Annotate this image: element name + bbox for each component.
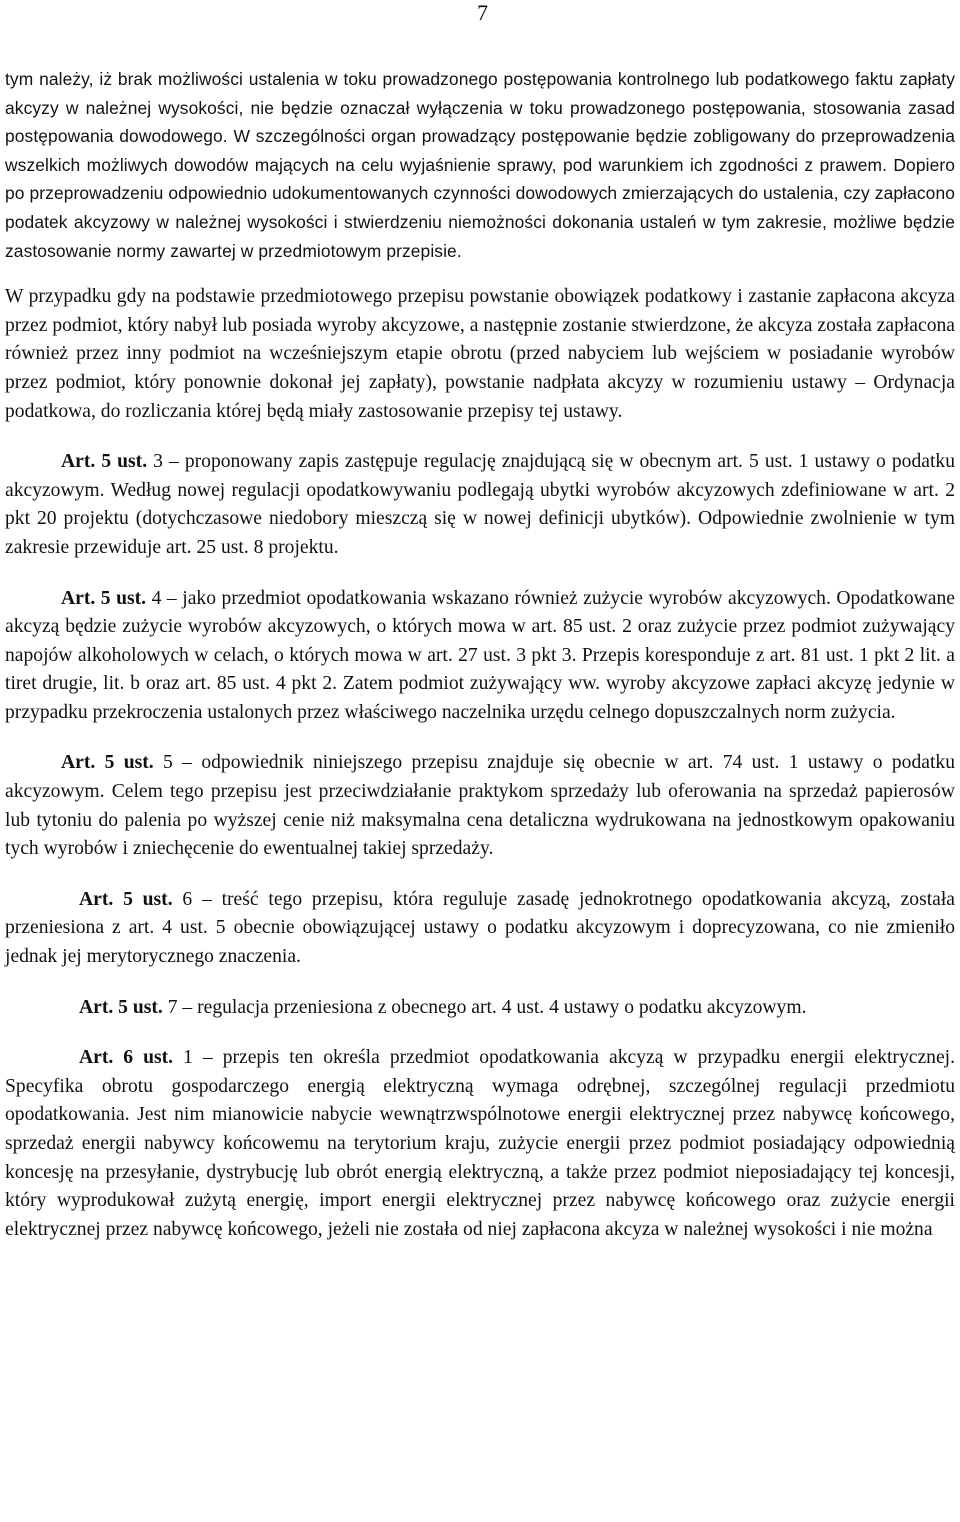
article-reference: Art. 5 ust.	[79, 996, 163, 1018]
paragraph-text: 3 – proponowany zapis zastępuje regulację znajdującą się w obecnym art. 5 ust. 1 ustawy o podatku akcyzowym. Według nowej regulacji opodatkowywaniu podlegają ubytki wyrobów akcyzowych zdefiniowane w art. 2 pkt 20 projektu (dotychczasowe niedobory mieszczą się w nowej definicji ubytków). Odpowiednie zwolnienie w tym zakresie przewiduje art. 25 ust. 8 projektu.	[5, 451, 955, 558]
document-body	[5, 65, 955, 1244]
paragraph-art5-ust7	[5, 994, 955, 1023]
paragraph-text: 5 – odpowiednik niniejszego przepisu znajduje się obecnie w art. 74 ust. 1 ustawy o podatku akcyzowym. Celem tego przepisu jest przeciwdziałanie praktykom sprzedaży lub oferowania na sprzedaż papierosów lub tytoniu do palenia po wyższej cenie niż maksymalna cena detaliczna wydrukowana na jednostkowym opakowaniu tych wyrobów i zniechęcenie do ewentualnej takiej sprzedaży.	[5, 752, 956, 860]
article-reference: Art. 5 ust.	[61, 451, 148, 473]
paragraph-art5-ust5	[5, 749, 955, 863]
article-reference: Art. 5 ust.	[79, 888, 173, 910]
paragraph-text: 1 – przepis ten określa przedmiot opodatkowania akcyzą w przypadku energii elektrycznej. Specyfika obrotu gospodarczego energią elektryczną wymaga odrębnej, szczególnej regulacji przedmiotu opodatkowania. Jest nim mianowicie nabycie wewnątrzwspólnotowe energii elektrycznej przez nabywcę końcowego, sprzedaż energii nabywcy końcowemu na terytorium kraju, zużycie energii przez podmiot posiadający odpowiednią koncesję na przesyłanie, dystrybucję lub obrót energią elektryczną, a także przez podmiot nieposiadający tej koncesji, który wyprodukował zużytą energię, import energii elektrycznej przez nabywcę końcowego oraz zużycie energii elektrycznej przez nabywcę końcowego, jeżeli nie została od niej zapłacona akcyza w należnej wysokości i nie można	[5, 1047, 955, 1240]
paragraph-art5-ust3	[5, 448, 955, 562]
paragraph-overpayment: W przypadku gdy na podstawie przedmiotowego przepisu powstanie obowiązek podatkowy i zastanie zapłacona akcyza przez podmiot, który nabył lub posiada wyroby akcyzowe, a następnie zostanie stwierdzone, że akcyza została zapłacona również przez inny podmiot na wcześniejszym etapie obrotu (przed nabyciem lub wejściem w posiadanie wyrobów przez podmiot, który ponownie dokonał jej zapłaty), powstanie nadpłata akcyzy w rozumieniu ustawy – Ordynacja podatkowa, do rozliczania której będą miały zastosowanie przepisy tej ustawy.	[5, 286, 955, 422]
article-reference: Art. 5 ust.	[61, 752, 154, 774]
paragraph-art6-ust1	[5, 1044, 955, 1244]
paragraph-text: 6 – treść tego przepisu, która reguluje zasadę jednokrotnego opodatkowania akcyzą, została przeniesiona z art. 4 ust. 5 obecnie obowiązującej ustawy o podatku akcyzowym i doprecyzowana, co nie zmieniło jednak jej merytorycznego znaczenia.	[5, 888, 955, 968]
paragraph-intro: tym należy, iż brak możliwości ustalenia w toku prowadzonego postępowania kontrolnego lub podatkowego faktu zapłaty akcyzy w należnej wysokości, nie będzie oznaczał wyłączenia w toku prowadzonego postępowania, stosowania zasad postępowania dowodowego. W szczególności organ prowadzący postępowanie będzie zobligowany do przeprowadzenia wszelkich możliwych dowodów mających na celu wyjaśnienie sprawy, pod warunkiem ich zgodności z prawem. Dopiero po przeprowadzeniu odpowiednio udokumentowanych czynności dowodowych zmierzających do ustalenia, czy zapłacono podatek akcyzowy w należnej wysokości i stwierdzeniu niemożności dokonania ustaleń w tym zakresie, możliwe będzie zastosowanie normy zawartej w przedmiotowym przepisie.	[5, 69, 955, 261]
article-reference: Art. 5 ust.	[61, 587, 147, 609]
paragraph-text: 4 – jako przedmiot opodatkowania wskazano również zużycie wyrobów akcyzowych. Opodatkowane akcyzą będzie zużycie wyrobów akcyzowych, o których mowa w art. 85 ust. 2 oraz zużycie przez podmiot zużywający napojów alkoholowych w celach, o których mowa w art. 27 ust. 3 pkt 3. Przepis koresponduje z art. 81 ust. 1 pkt 2 lit. a tiret drugie, lit. b oraz art. 85 ust. 4 pkt 2. Zatem podmiot zużywający ww. wyroby akcyzowe zapłaci akcyzę jedynie w przypadku przekroczenia ustalonych przez właściwego naczelnika urzędu celnego dopuszczalnych norm zużycia.	[5, 587, 955, 723]
paragraph-art5-ust4	[5, 585, 955, 728]
paragraph-text: 7 – regulacja przeniesiona z obecnego art. 4 ust. 4 ustawy o podatku akcyzowym.	[162, 996, 807, 1018]
article-reference: Art. 6 ust.	[79, 1047, 174, 1069]
page-number: 7	[477, 0, 488, 25]
paragraph-art5-ust6	[5, 886, 955, 972]
